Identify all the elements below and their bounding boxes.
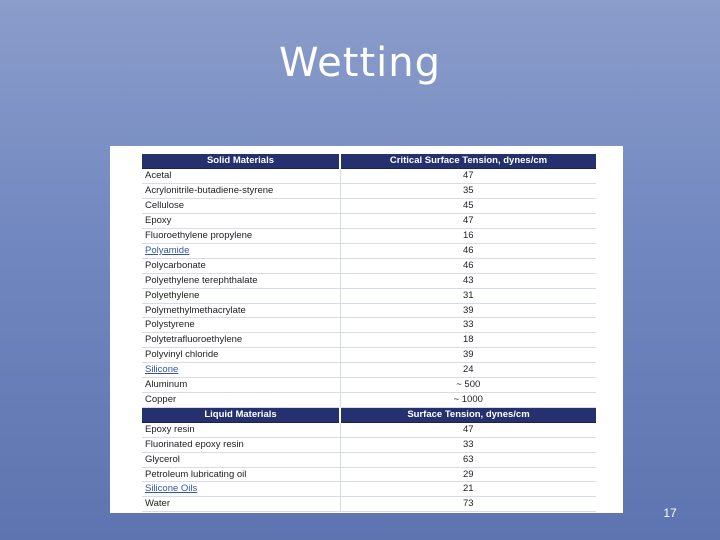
slide-title: Wetting <box>278 40 442 86</box>
material-name: Polytetrafluoroethylene <box>142 333 340 348</box>
liquid-header-row <box>142 407 596 422</box>
material-name: Polyethylene terephthalate <box>142 273 340 288</box>
liquid-materials-header: Liquid Materials <box>142 407 340 422</box>
surface-tension-value: 73 <box>340 497 596 512</box>
table-row <box>142 452 596 467</box>
surface-tension-value: 47 <box>340 169 596 184</box>
surface-tension-value: 39 <box>340 348 596 363</box>
material-name: Acetal <box>142 169 340 184</box>
table-row <box>142 437 596 452</box>
surface-tension-value: ~ 1000 <box>340 392 596 407</box>
table-row <box>142 497 596 512</box>
table-row <box>142 422 596 437</box>
table-row <box>142 378 596 393</box>
table-row <box>142 229 596 244</box>
surface-tension-header: Surface Tension, dynes/cm <box>340 407 596 422</box>
material-name: Polyethylene <box>142 288 340 303</box>
surface-tension-value: 45 <box>340 199 596 214</box>
material-name: Copper <box>142 392 340 407</box>
material-name: Polyvinyl chloride <box>142 348 340 363</box>
surface-tension-value: 33 <box>340 318 596 333</box>
solid-header-row <box>142 154 596 169</box>
material-name: Water <box>142 497 340 512</box>
table-row <box>142 392 596 407</box>
table-row <box>142 288 596 303</box>
table-row <box>142 214 596 229</box>
table-row <box>142 273 596 288</box>
surface-tension-value: 63 <box>340 452 596 467</box>
material-name: Polymethylmethacrylate <box>142 303 340 318</box>
surface-tension-value: 35 <box>340 184 596 199</box>
surface-tension-value: 24 <box>340 363 596 378</box>
surface-tension-value: 18 <box>340 333 596 348</box>
table-row <box>142 348 596 363</box>
material-name: Polystyrene <box>142 318 340 333</box>
page-number: 17 <box>663 506 677 520</box>
surface-tension-value: 21 <box>340 482 596 497</box>
solid-materials-header: Solid Materials <box>142 154 340 169</box>
liquid-materials-body <box>142 422 596 511</box>
table-row <box>142 199 596 214</box>
surface-tension-value: 46 <box>340 258 596 273</box>
surface-tension-value: 43 <box>340 273 596 288</box>
table-row <box>142 482 596 497</box>
table-row <box>142 303 596 318</box>
table-row <box>142 467 596 482</box>
surface-tension-value: 29 <box>340 467 596 482</box>
material-name: Cellulose <box>142 199 340 214</box>
critical-surface-tension-header: Critical Surface Tension, dynes/cm <box>340 154 596 169</box>
surface-tension-value: 31 <box>340 288 596 303</box>
material-name: Aluminum <box>142 378 340 393</box>
surface-tension-table <box>142 154 596 512</box>
material-link[interactable]: Silicone Oils <box>142 482 340 497</box>
surface-tension-value: 33 <box>340 437 596 452</box>
surface-tension-value: ~ 500 <box>340 378 596 393</box>
surface-tension-table-panel <box>110 146 623 513</box>
table-row <box>142 243 596 258</box>
material-name: Fluoroethylene propylene <box>142 229 340 244</box>
surface-tension-value: 46 <box>340 243 596 258</box>
material-name: Glycerol <box>142 452 340 467</box>
material-link[interactable]: Silicone <box>142 363 340 378</box>
table-row <box>142 169 596 184</box>
table-row <box>142 363 596 378</box>
table-row <box>142 258 596 273</box>
table-row <box>142 333 596 348</box>
material-name: Petroleum lubricating oil <box>142 467 340 482</box>
surface-tension-value: 16 <box>340 229 596 244</box>
material-name: Epoxy <box>142 214 340 229</box>
material-name: Polycarbonate <box>142 258 340 273</box>
material-name: Fluorinated epoxy resin <box>142 437 340 452</box>
surface-tension-value: 47 <box>340 214 596 229</box>
material-name: Acrylonitrile-butadiene-styrene <box>142 184 340 199</box>
material-link[interactable]: Polyamide <box>142 243 340 258</box>
table-row <box>142 184 596 199</box>
surface-tension-value: 39 <box>340 303 596 318</box>
table-row <box>142 318 596 333</box>
material-name: Epoxy resin <box>142 422 340 437</box>
surface-tension-value: 47 <box>340 422 596 437</box>
solid-materials-body <box>142 169 596 408</box>
